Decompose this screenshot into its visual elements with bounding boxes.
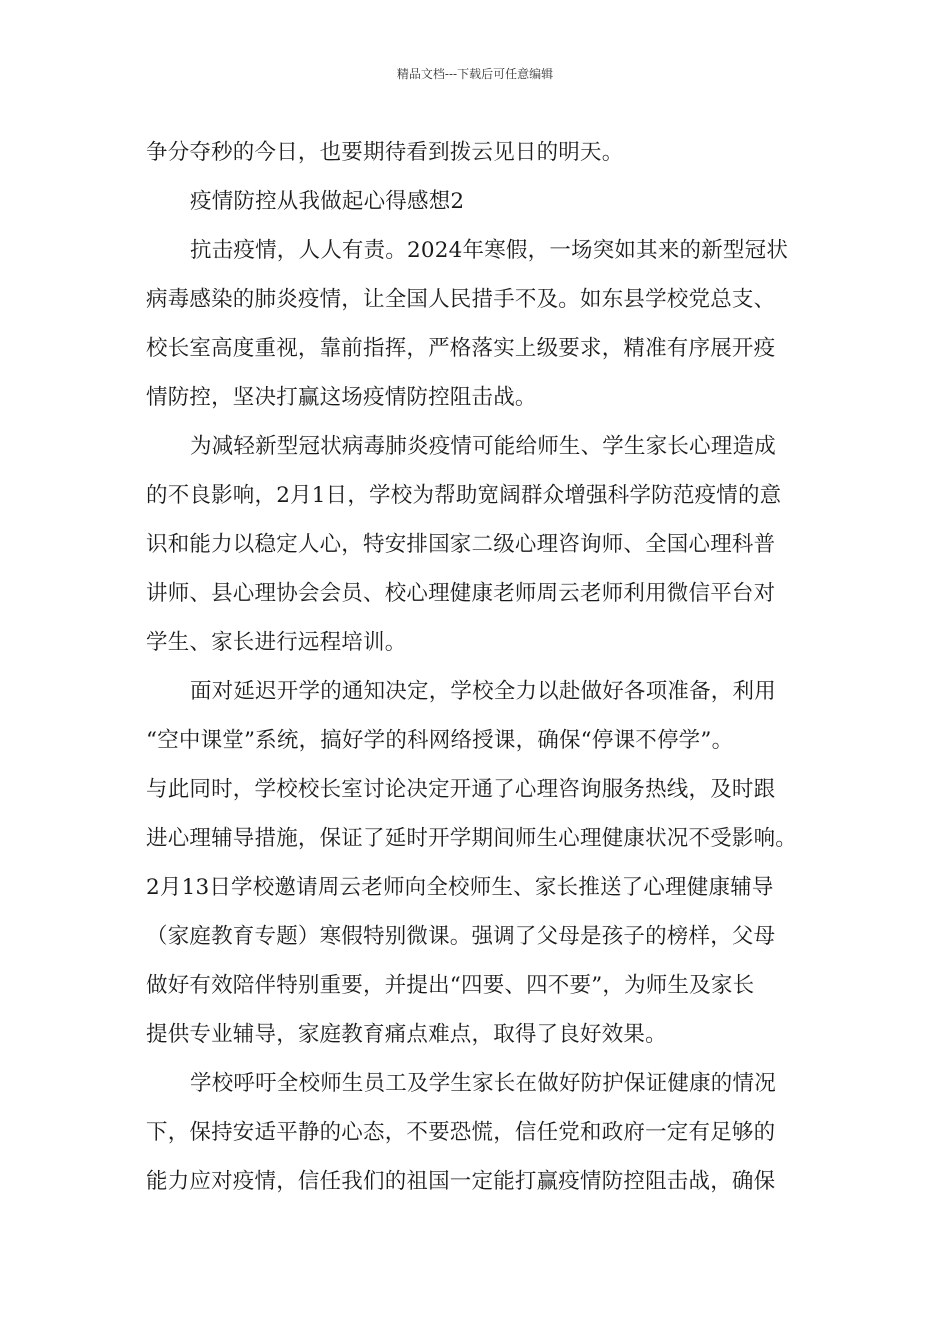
text-line: 学生、家长进行远程培训。 [146, 630, 407, 655]
text-line: “空中课堂”系统，搞好学的科网络授课，确保“停课不停学”。 [146, 728, 734, 753]
text-line: 抗击疫情，人人有责。2024年寒假，一场突如其来的新型冠状 [190, 238, 789, 263]
text-line: 情防控，坚决打赢这场疫情防控阻击战。 [146, 385, 537, 410]
text-line: 2月13日学校邀请周云老师向全校师生、家长推送了心理健康辅导 [146, 875, 774, 900]
text-line: 校长室高度重视，靠前指挥，严格落实上级要求，精准有序展开疫 [146, 336, 776, 361]
text-line: 与此同时，学校校长室讨论决定开通了心理咨询服务热线，及时跟 [146, 777, 776, 802]
text-line: 讲师、县心理协会会员、校心理健康老师周云老师利用微信平台对 [146, 581, 776, 606]
text-line: 下，保持安适平静的心态，不要恐慌，信任党和政府一定有足够的 [146, 1120, 776, 1145]
text-line: 面对延迟开学的通知决定，学校全力以赴做好各项准备，利用 [190, 679, 776, 704]
text-line: 能力应对疫情，信任我们的祖国一定能打赢疫情防控阻击战，确保 [146, 1169, 776, 1194]
document-body [146, 128, 818, 1206]
text-line: 进心理辅导措施，保证了延时开学期间师生心理健康状况不受影响。 [146, 826, 798, 851]
text-line: 病毒感染的肺炎疫情，让全国人民措手不及。如东县学校党总支、 [146, 287, 776, 312]
text-line: 提供专业辅导，家庭教育痛点难点，取得了良好效果。 [146, 1022, 667, 1047]
page-header: 精品文档---下载后可任意编辑 [396, 67, 554, 81]
text-line: 的不良影响，2月1日，学校为帮助宽阔群众增强科学防范疫情的意 [146, 483, 782, 508]
text-line: 学校呼吁全校师生员工及学生家长在做好防护保证健康的情况 [190, 1071, 776, 1096]
text-line: 疫情防控从我做起心得感想2 [190, 189, 465, 214]
text-line: 为减轻新型冠状病毒肺炎疫情可能给师生、学生家长心理造成 [190, 434, 776, 459]
text-line: 做好有效陪伴特别重要，并提出“四要、四不要”，为师生及家长 [146, 973, 755, 998]
text-line: （家庭教育专题）寒假特别微课。强调了父母是孩子的榜样，父母 [146, 924, 776, 949]
text-line: 识和能力以稳定人心，特安排国家二级心理咨询师、全国心理科普 [146, 532, 776, 557]
text-line: 争分夺秒的今日，也要期待看到拨云见日的明天。 [146, 140, 624, 165]
